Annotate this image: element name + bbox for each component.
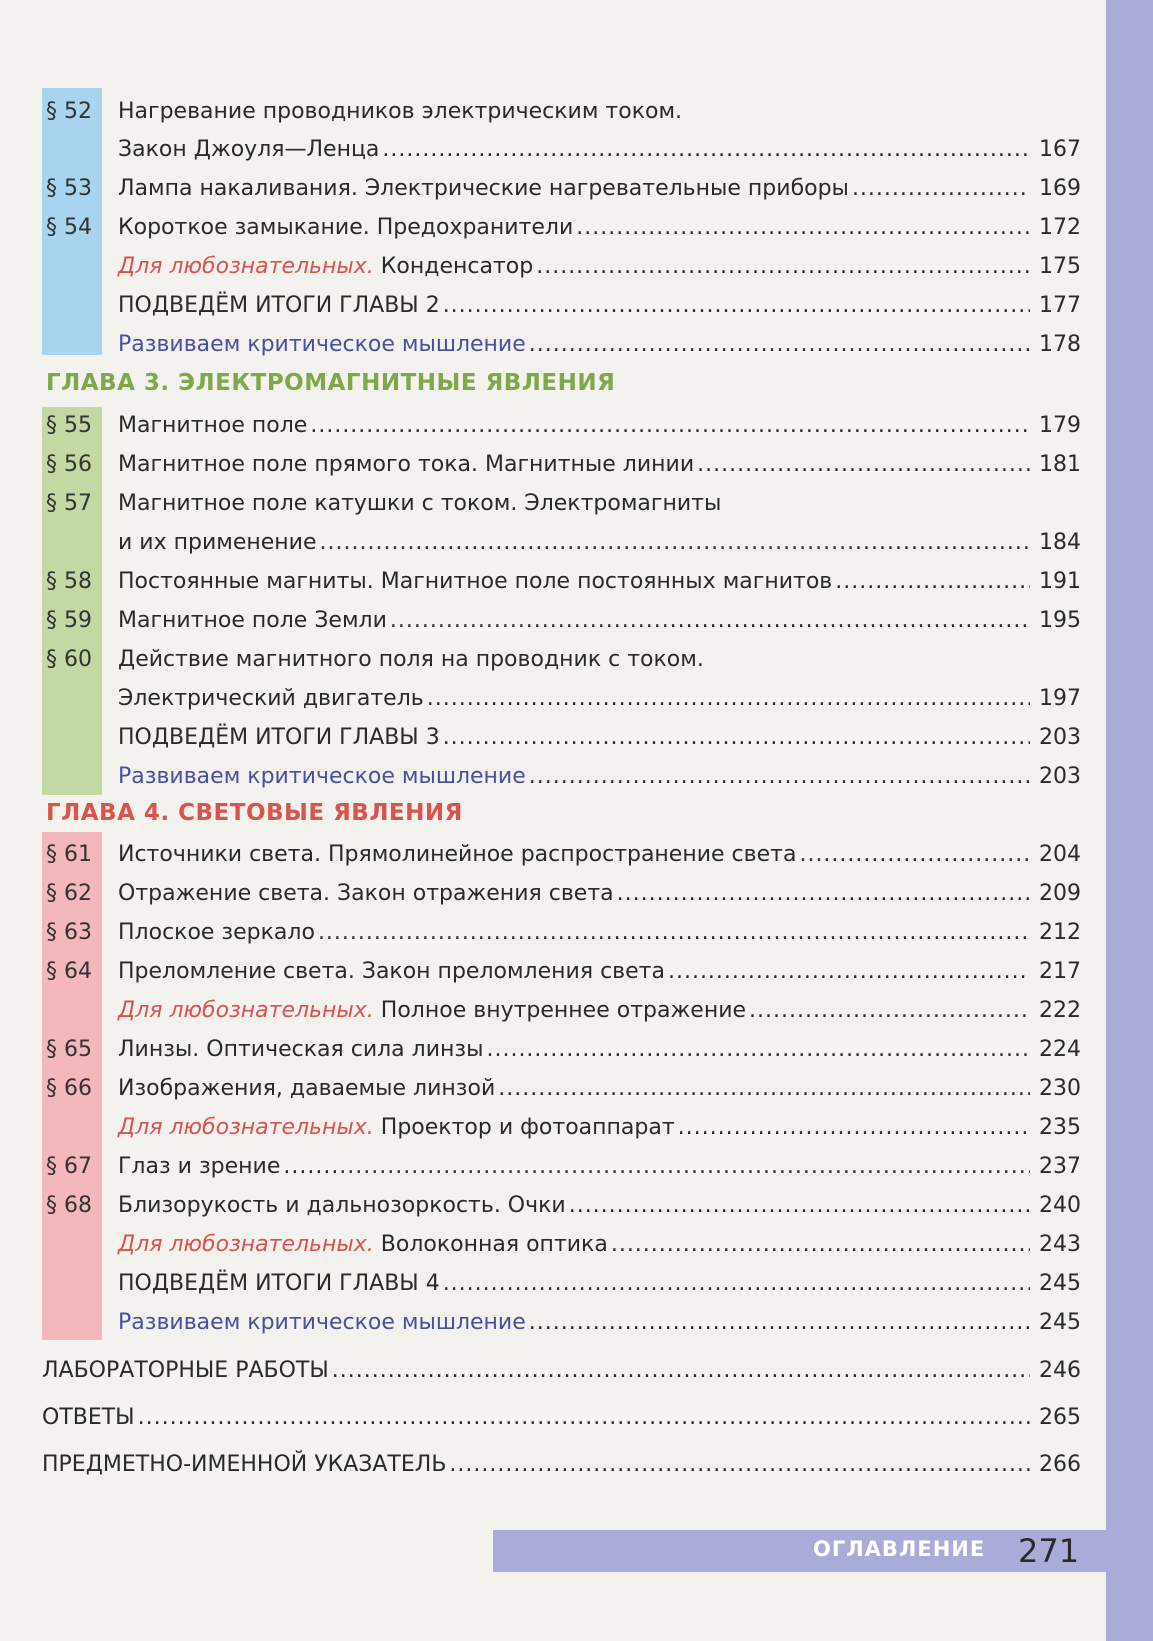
leader-dots bbox=[529, 760, 1030, 794]
toc-entry[interactable] bbox=[46, 133, 1081, 167]
toc-entry[interactable] bbox=[46, 487, 1081, 521]
toc-entry[interactable] bbox=[46, 1228, 1081, 1262]
leader-dots bbox=[697, 448, 1030, 482]
toc-entry[interactable] bbox=[46, 994, 1081, 1028]
toc-entry[interactable] bbox=[46, 289, 1081, 323]
leader-dots bbox=[443, 721, 1030, 755]
entry-title: Магнитное поле Земли bbox=[118, 608, 387, 633]
toc-entry[interactable] bbox=[42, 1448, 1081, 1482]
toc-entry[interactable] bbox=[46, 877, 1081, 911]
entry-title: Близорукость и дальнозоркость. Очки bbox=[118, 1193, 566, 1218]
toc-entry[interactable] bbox=[46, 328, 1081, 362]
leader-dots bbox=[318, 916, 1030, 950]
leader-dots bbox=[427, 682, 1030, 716]
entry-title: Магнитное поле катушки с током. Электромагниты bbox=[118, 491, 722, 516]
toc-entry[interactable] bbox=[46, 250, 1081, 284]
chapter-4-heading: ГЛАВА 4. СВЕТОВЫЕ ЯВЛЕНИЯ bbox=[46, 800, 463, 826]
entry-title: Закон Джоуля—Ленца bbox=[118, 137, 380, 162]
entry-title: Линзы. Оптическая сила линзы bbox=[118, 1037, 484, 1062]
toc-entry[interactable] bbox=[46, 916, 1081, 950]
footer-page-number: 271 bbox=[1018, 1532, 1080, 1570]
entry-title: ПОДВЕДЁМ ИТОГИ ГЛАВЫ 2 bbox=[118, 293, 440, 318]
entry-title: Источники света. Прямолинейное распространение света bbox=[118, 842, 797, 867]
paragraph-number: § 55 bbox=[46, 413, 92, 438]
leader-dots bbox=[138, 1401, 1030, 1435]
paragraph-number: § 59 bbox=[46, 608, 92, 633]
toc-entry[interactable] bbox=[42, 1401, 1081, 1435]
entry-title: Магнитное поле прямого тока. Магнитные линии bbox=[118, 452, 695, 477]
page-number: 217 bbox=[1039, 959, 1081, 984]
page-number: 197 bbox=[1039, 686, 1081, 711]
paragraph-number: § 60 bbox=[46, 647, 92, 672]
page-number: 177 bbox=[1039, 293, 1081, 318]
page-number: 203 bbox=[1039, 764, 1081, 789]
paragraph-number: § 63 bbox=[46, 920, 92, 945]
curious-prefix: Для любознательных. bbox=[118, 998, 374, 1023]
leader-dots bbox=[852, 172, 1030, 206]
entry-title: ПОДВЕДЁМ ИТОГИ ГЛАВЫ 3 bbox=[118, 725, 440, 750]
leader-dots bbox=[536, 250, 1030, 284]
page-number: 169 bbox=[1039, 176, 1081, 201]
leader-dots bbox=[443, 289, 1030, 323]
entry-title: Электрический двигатель bbox=[118, 686, 424, 711]
toc-entry[interactable] bbox=[46, 955, 1081, 989]
page-number: 212 bbox=[1039, 920, 1081, 945]
leader-dots bbox=[382, 133, 1030, 167]
leader-dots bbox=[486, 1033, 1030, 1067]
leader-dots bbox=[443, 1267, 1030, 1301]
page-number: 203 bbox=[1039, 725, 1081, 750]
page-number: 172 bbox=[1039, 215, 1081, 240]
entry-title: ПОДВЕДЁМ ИТОГИ ГЛАВЫ 4 bbox=[118, 1271, 440, 1296]
footer-label: ОГЛАВЛЕНИЕ bbox=[813, 1537, 986, 1561]
entry-title-text: Полное внутреннее отражение bbox=[380, 998, 747, 1023]
entry-title: ОТВЕТЫ bbox=[42, 1405, 135, 1430]
entry-title: Изображения, даваемые линзой bbox=[118, 1076, 496, 1101]
entry-title: Короткое замыкание. Предохранители bbox=[118, 215, 574, 240]
page-number: 175 bbox=[1039, 254, 1081, 279]
paragraph-number: § 65 bbox=[46, 1037, 92, 1062]
toc-entry[interactable] bbox=[46, 409, 1081, 443]
page-number: 209 bbox=[1039, 881, 1081, 906]
entry-title-text: Проектор и фотоаппарат bbox=[380, 1115, 675, 1140]
leader-dots bbox=[310, 409, 1030, 443]
paragraph-number: § 56 bbox=[46, 452, 92, 477]
leader-dots bbox=[320, 526, 1030, 560]
entry-title bbox=[118, 1111, 675, 1145]
chapter-3-heading: ГЛАВА 3. ЭЛЕКТРОМАГНИТНЫЕ ЯВЛЕНИЯ bbox=[46, 370, 616, 396]
page-number: 265 bbox=[1039, 1405, 1081, 1430]
paragraph-number: § 62 bbox=[46, 881, 92, 906]
entry-title: Преломление света. Закон преломления света bbox=[118, 959, 665, 984]
leader-dots bbox=[529, 328, 1030, 362]
page-number: 237 bbox=[1039, 1154, 1081, 1179]
entry-title: Отражение света. Закон отражения света bbox=[118, 881, 614, 906]
page-number: 222 bbox=[1039, 998, 1081, 1023]
curious-prefix: Для любознательных. bbox=[118, 1115, 374, 1140]
page-number: 235 bbox=[1039, 1115, 1081, 1140]
leader-dots bbox=[799, 838, 1030, 872]
toc-entry[interactable] bbox=[46, 1033, 1081, 1067]
entry-title bbox=[118, 250, 533, 284]
paragraph-number: § 61 bbox=[46, 842, 92, 867]
entry-title: Развиваем критическое мышление bbox=[118, 332, 526, 357]
page-number: 240 bbox=[1039, 1193, 1081, 1218]
paragraph-number: § 58 bbox=[46, 569, 92, 594]
toc-entry[interactable] bbox=[46, 1267, 1081, 1301]
toc-entry[interactable] bbox=[46, 211, 1081, 245]
page-number: 178 bbox=[1039, 332, 1081, 357]
toc-entry[interactable] bbox=[46, 682, 1081, 716]
toc-entry[interactable] bbox=[46, 1072, 1081, 1106]
leader-dots bbox=[611, 1228, 1030, 1262]
page-number: 167 bbox=[1039, 137, 1081, 162]
toc-entry[interactable] bbox=[42, 1354, 1081, 1388]
paragraph-number: § 52 bbox=[46, 99, 92, 124]
toc-entry[interactable] bbox=[46, 760, 1081, 794]
toc-entry[interactable] bbox=[46, 1189, 1081, 1223]
toc-entry[interactable] bbox=[46, 565, 1081, 599]
paragraph-number: § 54 bbox=[46, 215, 92, 240]
paragraph-number: § 57 bbox=[46, 491, 92, 516]
entry-title-text: Волоконная оптика bbox=[380, 1232, 608, 1257]
page-number: 243 bbox=[1039, 1232, 1081, 1257]
entry-title: и их применение bbox=[118, 530, 317, 555]
toc-entry[interactable] bbox=[46, 1150, 1081, 1184]
leader-dots bbox=[498, 1072, 1030, 1106]
paragraph-number: § 68 bbox=[46, 1193, 92, 1218]
page-number: 245 bbox=[1039, 1271, 1081, 1296]
entry-title: Нагревание проводников электрическим током. bbox=[118, 99, 683, 124]
leader-dots bbox=[668, 955, 1030, 989]
entry-title: ЛАБОРАТОРНЫЕ РАБОТЫ bbox=[42, 1358, 329, 1383]
page-number: 204 bbox=[1039, 842, 1081, 867]
paragraph-number: § 64 bbox=[46, 959, 92, 984]
page-number: 246 bbox=[1039, 1358, 1081, 1383]
page-number: 245 bbox=[1039, 1310, 1081, 1335]
entry-title: Действие магнитного поля на проводник с током. bbox=[118, 647, 704, 672]
paragraph-number: § 67 bbox=[46, 1154, 92, 1179]
toc-entry[interactable] bbox=[46, 95, 1081, 129]
page-number: 181 bbox=[1039, 452, 1081, 477]
curious-prefix: Для любознательных. bbox=[118, 1232, 374, 1257]
toc-entry[interactable] bbox=[46, 721, 1081, 755]
leader-dots bbox=[576, 211, 1030, 245]
leader-dots bbox=[332, 1354, 1030, 1388]
leader-dots bbox=[569, 1189, 1030, 1223]
entry-title-text: Конденсатор bbox=[380, 254, 534, 279]
leader-dots bbox=[529, 1306, 1030, 1340]
leader-dots bbox=[617, 877, 1030, 911]
toc-entry[interactable] bbox=[46, 604, 1081, 638]
leader-dots bbox=[749, 994, 1030, 1028]
page-edge bbox=[1106, 0, 1153, 1641]
leader-dots bbox=[449, 1448, 1030, 1482]
page-number: 195 bbox=[1039, 608, 1081, 633]
page-number: 184 bbox=[1039, 530, 1081, 555]
entry-title: Развиваем критическое мышление bbox=[118, 764, 526, 789]
page-number: 224 bbox=[1039, 1037, 1081, 1062]
toc-entry[interactable] bbox=[46, 448, 1081, 482]
entry-title: Развиваем критическое мышление bbox=[118, 1310, 526, 1335]
entry-title bbox=[118, 994, 746, 1028]
page-number: 179 bbox=[1039, 413, 1081, 438]
leader-dots bbox=[283, 1150, 1030, 1184]
entry-title: Глаз и зрение bbox=[118, 1154, 281, 1179]
toc-entry[interactable] bbox=[46, 526, 1081, 560]
entry-title: Магнитное поле bbox=[118, 413, 308, 438]
entry-title bbox=[118, 1228, 608, 1262]
page-number: 266 bbox=[1039, 1452, 1081, 1477]
entry-title: Плоское зеркало bbox=[118, 920, 315, 945]
leader-dots bbox=[835, 565, 1030, 599]
toc-entry[interactable] bbox=[46, 1111, 1081, 1145]
page-number: 191 bbox=[1039, 569, 1081, 594]
leader-dots bbox=[390, 604, 1030, 638]
entry-title: Постоянные магниты. Магнитное поле постоянных магнитов bbox=[118, 569, 833, 594]
toc-entry[interactable] bbox=[46, 838, 1081, 872]
toc-entry[interactable] bbox=[46, 1306, 1081, 1340]
entry-title: ПРЕДМЕТНО-ИМЕННОЙ УКАЗАТЕЛЬ bbox=[42, 1452, 447, 1477]
paragraph-number: § 53 bbox=[46, 176, 92, 201]
toc-entry[interactable] bbox=[46, 643, 1081, 677]
leader-dots bbox=[678, 1111, 1030, 1145]
page-footer bbox=[493, 1530, 1153, 1572]
curious-prefix: Для любознательных. bbox=[118, 254, 374, 279]
paragraph-number: § 66 bbox=[46, 1076, 92, 1101]
entry-title: Лампа накаливания. Электрические нагревательные приборы bbox=[118, 176, 849, 201]
toc-entry[interactable] bbox=[46, 172, 1081, 206]
page-number: 230 bbox=[1039, 1076, 1081, 1101]
